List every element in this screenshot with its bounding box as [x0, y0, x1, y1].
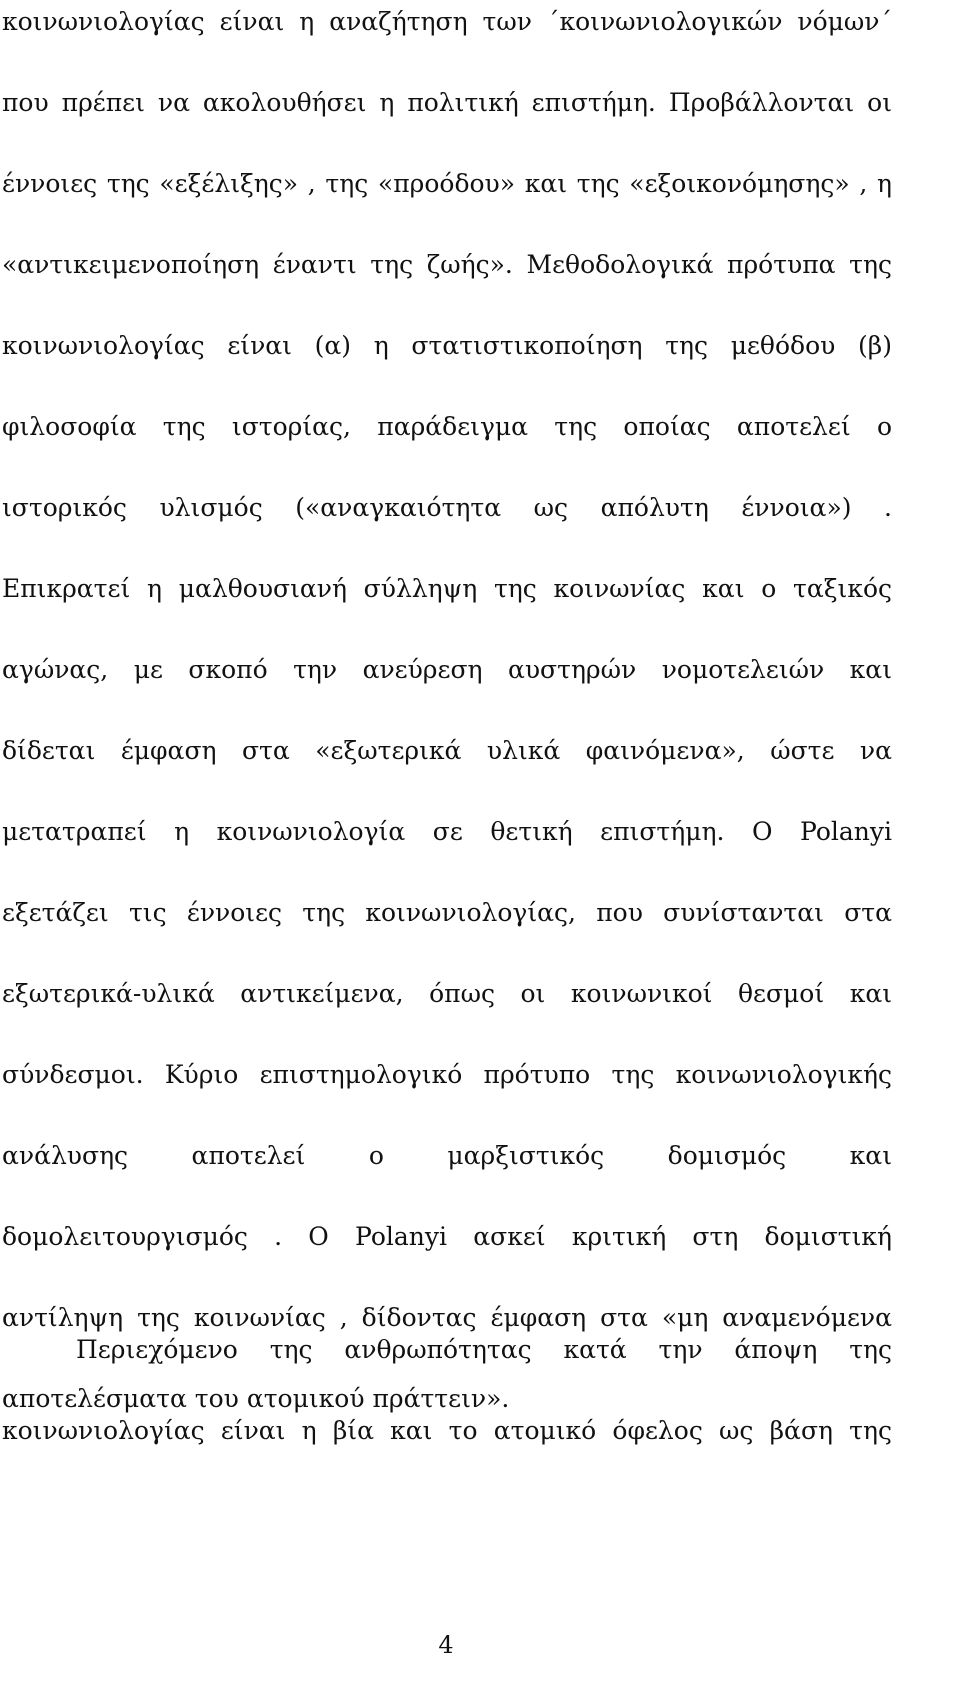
paragraph-1	[2, 2, 892, 1460]
text-line: εξωτερικά-υλικά αντικείμενα, όπως οι κοινωνικοί θεσμοί και	[2, 979, 892, 1008]
text-line: αποτελέσματα του ατομικού πράττειν».	[2, 1384, 510, 1413]
text-line: εξετάζει τις έννοιες της κοινωνιολογίας, που συνίστανται στα	[2, 898, 892, 927]
text-line: αντίληψη της κοινωνίας , δίδοντας έμφαση στα «μη αναμενόμενα	[2, 1303, 892, 1332]
text-line: αγώνας, με σκοπό την ανεύρεση αυστηρών νομοτελειών και	[2, 655, 892, 684]
text-line: ιστορικός υλισμός («αναγκαιότητα ως απόλυτη έννοια») .	[2, 493, 892, 522]
text-line: μετατραπεί η κοινωνιολογία σε θετική επιστήμη. Ο Polanyi	[2, 817, 892, 846]
text-line: δομολειτουργισμός . Ο Polanyi ασκεί κριτική στη δομιστική	[2, 1222, 892, 1251]
text-line: κοινωνιολογίας είναι η βία και το ατομικό όφελος ως βάση της	[2, 1416, 892, 1445]
text-line: σύνδεσμοι. Κύριο επιστημολογικό πρότυπο της κοινωνιολογικής	[2, 1060, 892, 1089]
text-line: δίδεται έμφαση στα «εξωτερικά υλικά φαινόμενα», ώστε να	[2, 736, 892, 765]
text-line: κοινωνιολογίας είναι (α) η στατιστικοποίηση της μεθόδου (β)	[2, 331, 892, 360]
text-line: «αντικειμενοποίηση έναντι της ζωής». Μεθοδολογικά πρότυπα της	[2, 250, 892, 279]
text-line: κοινωνιολογίας είναι η αναζήτηση των ΄κοινωνιολογικών νόμων΄	[2, 7, 892, 36]
text-line: ανάλυσης αποτελεί ο μαρξιστικός δομισμός και	[2, 1141, 892, 1170]
text-line: Περιεχόμενο της ανθρωπότητας κατά την άποψη της	[76, 1335, 892, 1364]
text-line: φιλοσοφία της ιστορίας, παράδειγμα της οποίας αποτελεί ο	[2, 412, 892, 441]
text-line: έννοιες της «εξέλιξης» , της «προόδου» και της «εξοικονόμησης» , η	[2, 169, 892, 198]
page-number: 4	[438, 1631, 454, 1659]
text-line: που πρέπει να ακολουθήσει η πολιτική επιστήμη. Προβάλλονται οι	[2, 88, 892, 117]
paragraph-2	[2, 1330, 892, 1492]
text-line: Επικρατεί η μαλθουσιανή σύλληψη της κοινωνίας και ο ταξικός	[2, 574, 892, 603]
